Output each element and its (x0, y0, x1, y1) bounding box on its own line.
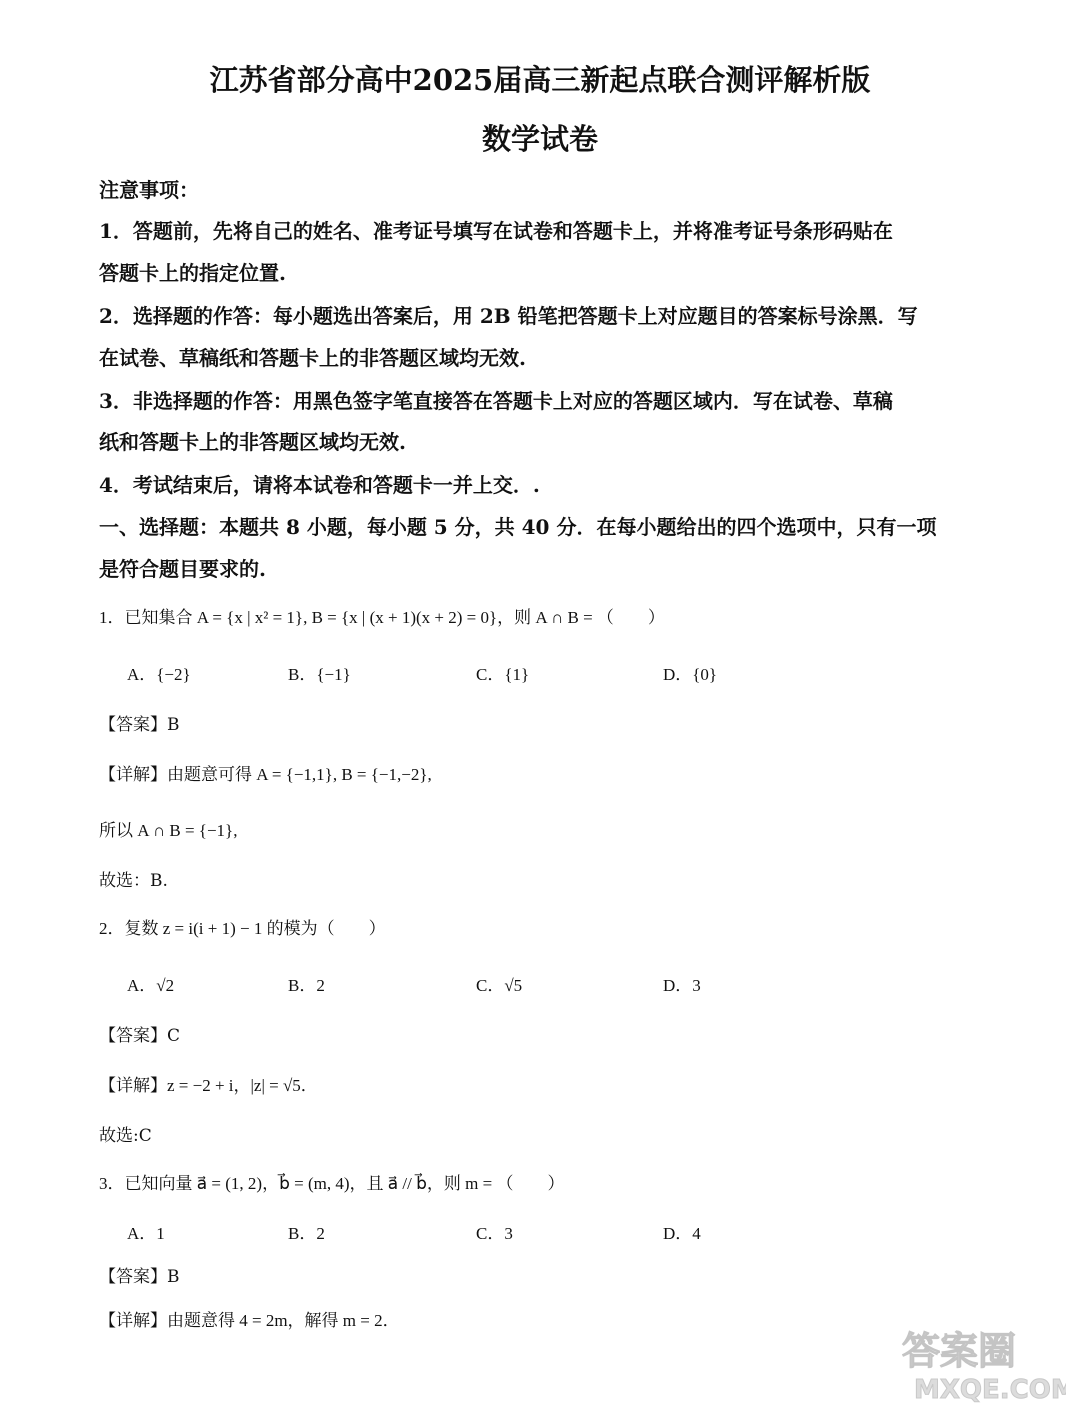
notes-heading: 注意事项： (99, 178, 199, 202)
note-1-line-2: 答题卡上的指定位置. (99, 261, 286, 285)
question-2-detail-1: 【详解】z = −2 + i，|z| = √5． (99, 1076, 318, 1095)
question-2-option-d: D．3 (663, 976, 701, 995)
question-3-answer: 【答案】B (99, 1267, 180, 1287)
section-heading-line-2: 是符合题目要求的. (99, 557, 266, 581)
page-subtitle: 数学试卷 (481, 122, 598, 156)
watermark-logo (896, 1318, 1066, 1404)
watermark-site-text: MXQE.COM (914, 1375, 1066, 1404)
question-2-stem: 2．复数 z = i(i + 1) − 1 的模为（ ） (99, 919, 386, 938)
question-1-detail-1: 【详解】由题意可得 A = {−1,1}, B = {−1,−2}, (99, 765, 432, 784)
question-1-detail-3: 故选：B. (99, 871, 168, 891)
question-3-stem: 3．已知向量 a⃗ = (1, 2)，b⃗ = (m, 4)，且 a⃗ // b⃗，则 m = （ ） (99, 1174, 565, 1193)
question-1-option-a: A．{−2} (127, 665, 191, 684)
question-2-answer: 【答案】C (99, 1026, 181, 1046)
question-3-option-d: D．4 (663, 1224, 701, 1243)
section-heading-line-1: 一、选择题：本题共 8 小题，每小题 5 分，共 40 分．在每小题给出的四个选项中，只有一项 (99, 515, 937, 539)
question-2-option-a: A．√2 (127, 976, 175, 995)
question-3-option-a: A．1 (127, 1224, 165, 1243)
question-2-detail-2: 故选:C (99, 1126, 152, 1146)
note-2-line-1: 2．选择题的作答：每小题选出答案后，用 2B 铅笔把答题卡上对应题目的答案标号涂黑．写 (99, 304, 918, 328)
question-1-option-b: B．{−1} (288, 665, 351, 684)
question-1-option-c: C．{1} (476, 665, 530, 684)
question-1-answer: 【答案】B (99, 715, 180, 735)
question-2-option-c: C．√5 (476, 976, 523, 995)
question-2-option-b: B．2 (288, 976, 325, 995)
note-4-line-1: 4．考试结束后，请将本试卷和答题卡一并上交．. (99, 473, 540, 497)
watermark-logo-text: 答案圈 (902, 1329, 1017, 1373)
question-1-detail-2: 所以 A ∩ B = {−1}, (99, 821, 238, 840)
question-3-option-b: B．2 (288, 1224, 325, 1243)
note-3-line-1: 3．非选择题的作答：用黑色签字笔直接答在答题卡上对应的答题区域内．写在试卷、草稿 (99, 389, 893, 413)
page-title: 江苏省部分高中2025届高三新起点联合测评解析版 (209, 63, 871, 97)
note-1-line-1: 1．答题前，先将自己的姓名、准考证号填写在试卷和答题卡上，并将准考证号条形码贴在 (99, 219, 893, 243)
question-3-option-c: C．3 (476, 1224, 513, 1243)
watermark-logo-graphic (896, 1318, 1066, 1404)
question-3-detail-1: 【详解】由题意得 4 = 2m，解得 m = 2． (99, 1311, 400, 1330)
question-1-stem: 1．已知集合 A = {x | x² = 1}, B = {x | (x + 1)(x + 2) = 0}，则 A ∩ B = （ ） (99, 608, 665, 627)
note-2-line-2: 在试卷、草稿纸和答题卡上的非答题区域均无效. (99, 346, 526, 370)
question-1-option-d: D．{0} (663, 665, 718, 684)
note-3-line-2: 纸和答题卡上的非答题区域均无效. (99, 430, 406, 454)
